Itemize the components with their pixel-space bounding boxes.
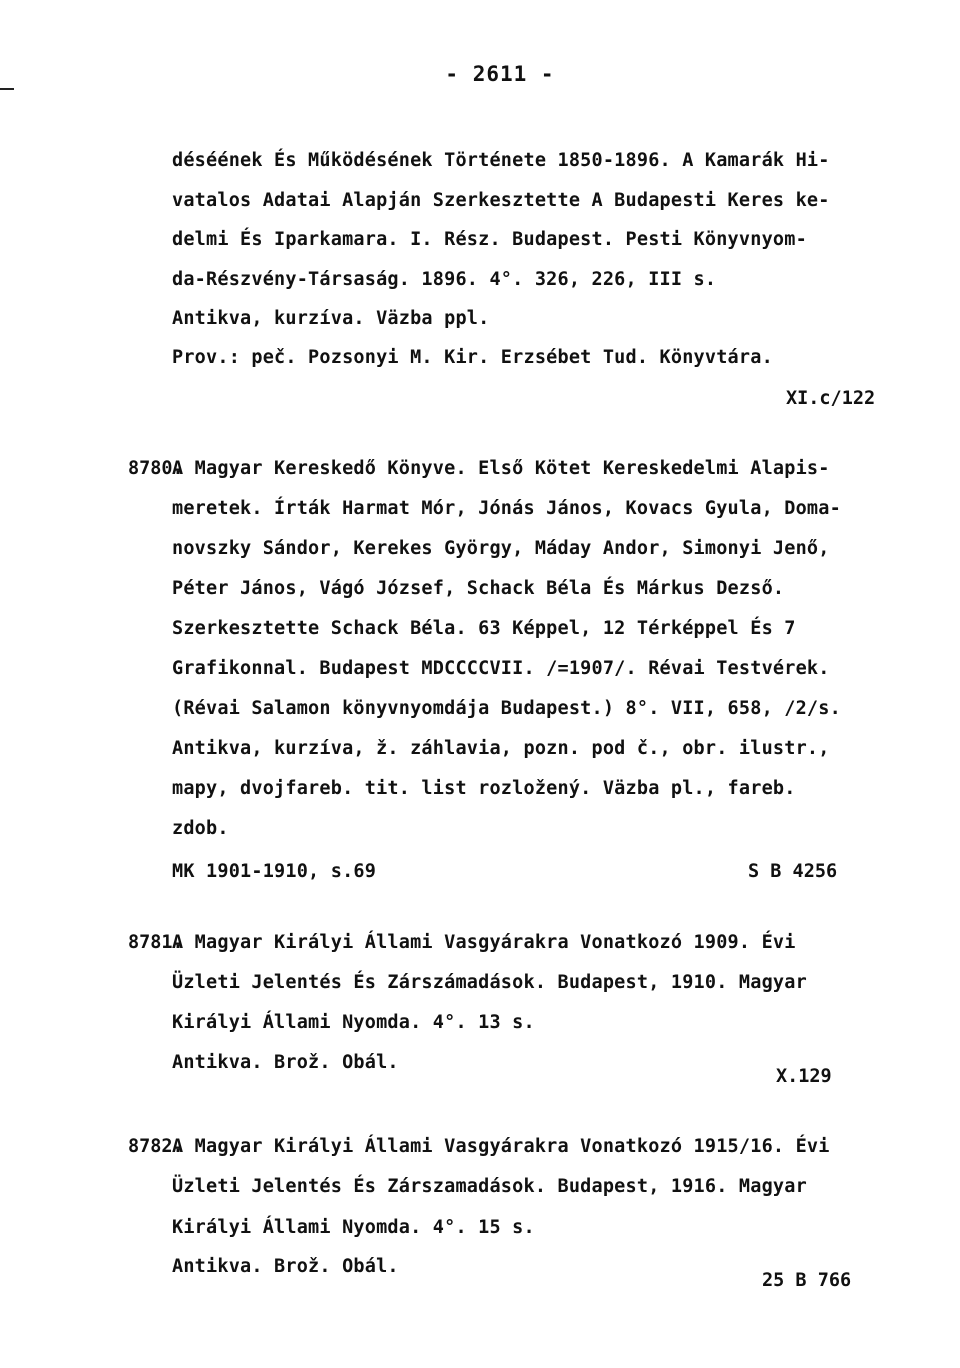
- entry-number: 8780.: [128, 458, 184, 479]
- entry-line: Antikva, kurzíva. Väzba ppl.: [172, 308, 490, 329]
- entry-line: meretek. Írták Harmat Mór, Jónás János, Kovacs Gyula, Doma-: [172, 498, 841, 519]
- entry-line: A Magyar Királyi Állami Vasgyárakra Vonatkozó 1909. Évi: [172, 932, 796, 953]
- entry-line: Prov.: peč. Pozsonyi M. Kir. Erzsébet Tud. Könyvtára.: [172, 347, 773, 368]
- page-number: - 2611 -: [445, 62, 555, 86]
- edge-mark: [0, 88, 14, 90]
- shelfmark: XI.c/122: [786, 388, 876, 409]
- entry-line: (Révai Salamon könyvnyomdája Budapest.) 8°. VII, 658, /2/s.: [172, 698, 841, 719]
- entry-line: Királyi Állami Nyomda. 4°. 13 s.: [172, 1012, 535, 1033]
- bibliographic-reference: MK 1901-1910, s.69: [172, 861, 377, 882]
- entry-line: Üzleti Jelentés És Zárszámadások. Budapest, 1910. Magyar: [172, 972, 807, 993]
- entry-line: Királyi Állami Nyomda. 4°. 15 s.: [172, 1217, 535, 1238]
- entry-line: da-Részvény-Társaság. 1896. 4°. 326, 226, III s.: [172, 269, 717, 290]
- entry-line: vatalos Adatai Alapján Szerkesztette A Budapesti Keres ke-: [172, 190, 830, 211]
- entry-number: 8782.: [128, 1136, 184, 1157]
- entry-line: Üzleti Jelentés És Zárszamadások. Budapest, 1916. Magyar: [172, 1176, 807, 1197]
- entry-line: A Magyar Királyi Állami Vasgyárakra Vonatkozó 1915/16. Évi: [172, 1136, 830, 1157]
- entry-line: Grafikonnal. Budapest MDCCCCVII. /=1907/. Révai Testvérek.: [172, 658, 830, 679]
- entry-line: zdob.: [172, 818, 229, 839]
- shelfmark: 25 B 766: [762, 1270, 852, 1291]
- shelfmark: X.129: [776, 1066, 832, 1087]
- entry-line: delmi És Iparkamara. I. Rész. Budapest. Pesti Könyvnyom-: [172, 229, 807, 250]
- shelfmark: S B 4256: [748, 861, 838, 882]
- entry-line: mapy, dvojfareb. tit. list rozložený. Väzba pl., fareb.: [172, 778, 796, 799]
- entry-line: Szerkesztette Schack Béla. 63 Képpel, 12 Térképpel És 7: [172, 618, 796, 639]
- entry-number: 8781.: [128, 932, 184, 953]
- entry-line: A Magyar Kereskedő Könyve. Első Kötet Kereskedelmi Alapis-: [172, 458, 830, 479]
- entry-line: déséének És Működésének Története 1850-1896. A Kamarák Hi-: [172, 150, 830, 171]
- entry-line: Antikva. Brož. Obál.: [172, 1052, 399, 1073]
- entry-line: novszky Sándor, Kerekes György, Máday Andor, Simonyi Jenő,: [172, 538, 830, 559]
- entry-line: Péter János, Vágó József, Schack Béla És Márkus Dezső.: [172, 578, 785, 599]
- entry-line: Antikva, kurzíva, ž. záhlavia, pozn. pod č., obr. ilustr.,: [172, 738, 830, 759]
- entry-line: Antikva. Brož. Obál.: [172, 1256, 399, 1277]
